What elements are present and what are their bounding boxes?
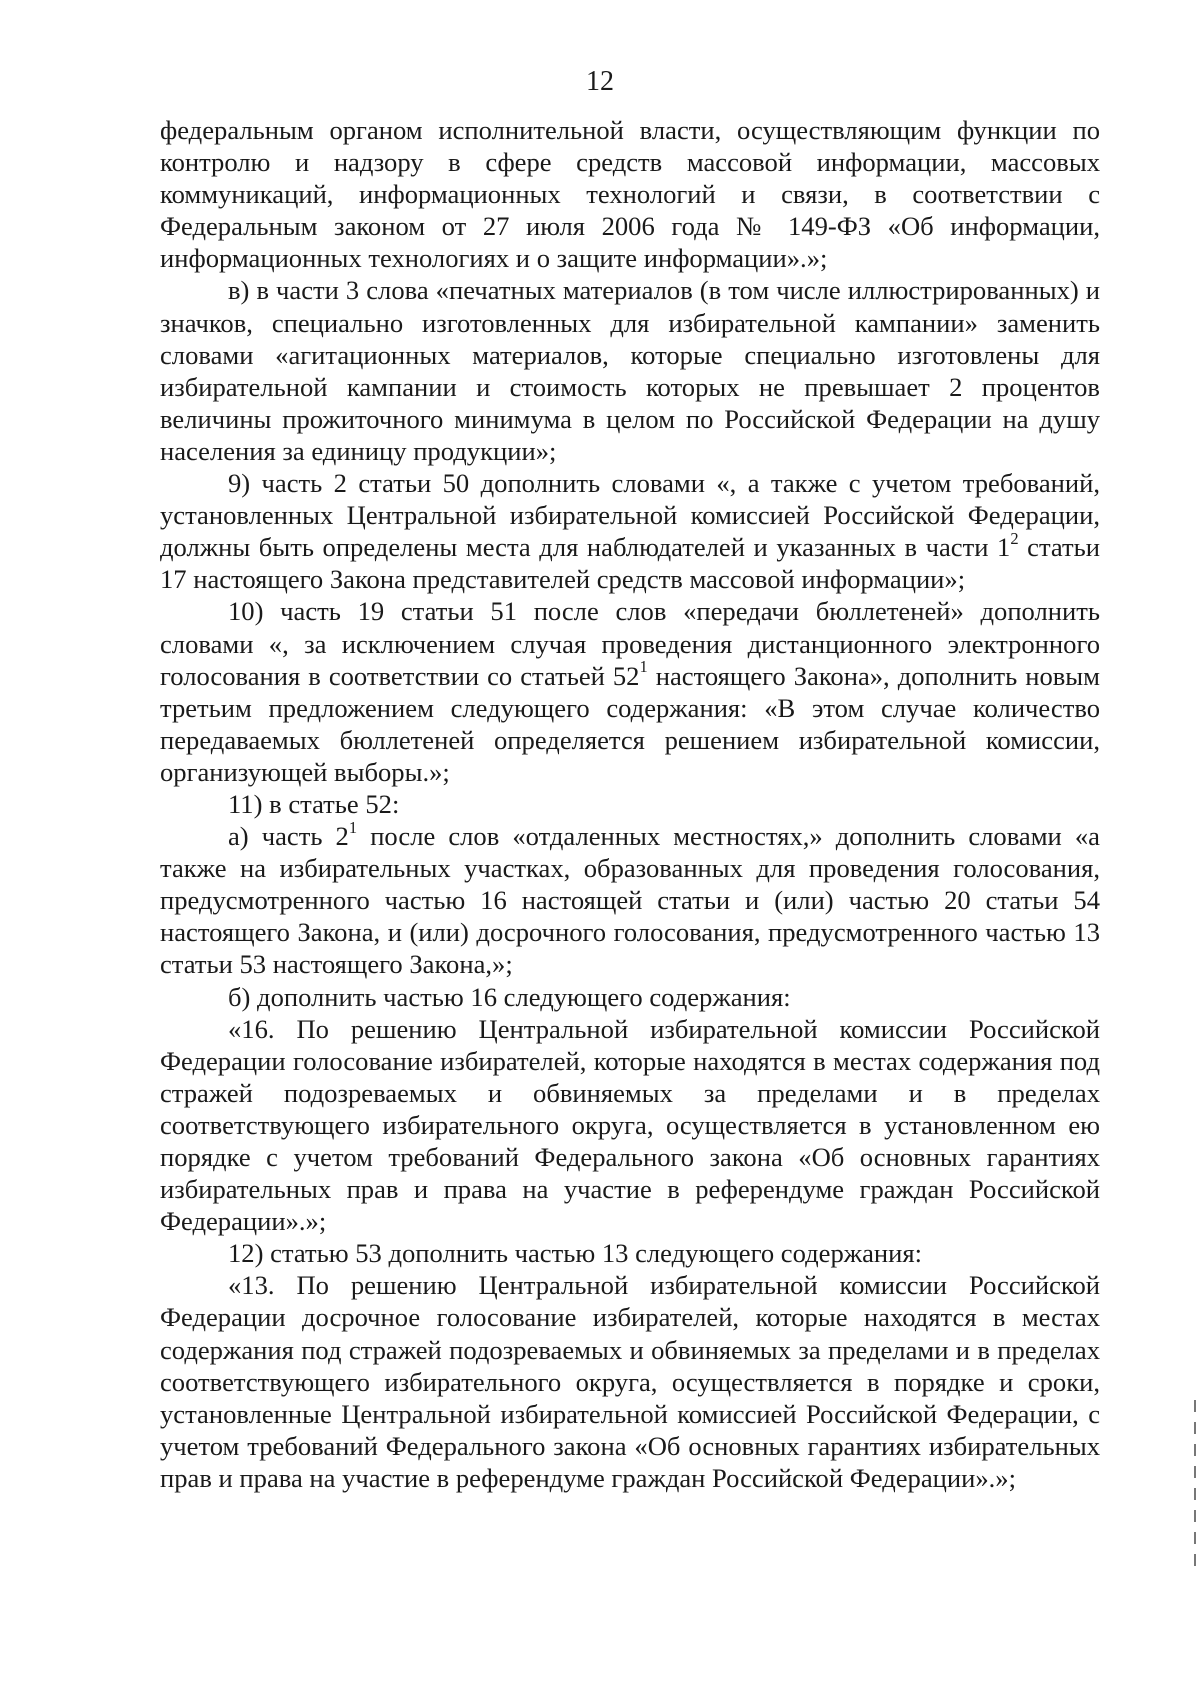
paragraph-4-text-a: 10) часть 19 статьи 51 после слов «передачи бюллетеней» дополнить словами «, за исключением случая проведения дистанционного электронного голосования в соответствии со статьей 52 bbox=[160, 596, 1100, 691]
paragraph-4-text-b: настоящего Закона», дополнить новым третьим предложением следующего содержания: «В этом случае количество передаваемых бюллетеней определяется решением избирательной комиссии, организующей выборы.»; bbox=[160, 660, 1101, 787]
paragraph-1: федеральным органом исполнительной власти, осуществляющим функции по контролю и надзору в сфере средств массовой информации, массовых коммуникаций, информационных технологий и связи, в соответствии с Федеральным законом от 27 июля 2006 года № 149-ФЗ «Об информации, информационных технологиях и о защите информации».»; bbox=[160, 115, 1100, 274]
paragraph-9: 12) статью 53 дополнить частью 13 следующего содержания: bbox=[228, 1238, 923, 1269]
paragraph-3-superscript: 2 bbox=[1010, 528, 1019, 548]
paragraph-6 bbox=[160, 817, 1100, 980]
paragraph-3 bbox=[160, 467, 1100, 595]
paragraph-10: «13. По решению Центральной избирательной комиссии Российской Федерации досрочное голосование избирателей, которые находятся в местах содержания под стражей подозреваемых и обвиняемых за пределами и в пределах соответствующего избирательного округа, осуществляется в порядке и сроки, установленные Центральной избирательной комиссией Российской Федерации, с учетом требований Федерального закона «Об основных гарантиях избирательных прав и права на участие в референдуме граждан Российской Федерации».»; bbox=[160, 1270, 1100, 1493]
scan-edge-mark bbox=[1194, 1400, 1196, 1570]
paragraph-3-text-a: 9) часть 2 статьи 50 дополнить словами «, а также с учетом требований, установленных Центральной избирательной комиссией Российской Федерации, должны быть определены места для наблюдателей и указанных в части 1 bbox=[160, 468, 1100, 563]
paragraph-6-superscript: 1 bbox=[348, 817, 358, 837]
paragraph-4-superscript: 1 bbox=[639, 657, 648, 677]
paragraph-7: б) дополнить частью 16 следующего содержания: bbox=[228, 981, 791, 1012]
paragraph-8: «16. По решению Центральной избирательной комиссии Российской Федерации голосование избирателей, которые находятся в местах содержания под стражей подозреваемых и обвиняемых за пределами и в пределах соответствующего избирательного округа, осуществляется в установленном ею порядке с учетом требований Федерального закона «Об основных гарантиях избирательных прав и права на участие в референдуме граждан Российской Федерации».»; bbox=[160, 1013, 1100, 1237]
paragraph-3-text-b: статьи 17 настоящего Закона представителей средств массовой информации»; bbox=[160, 532, 1100, 595]
paragraph-6-text-a: а) часть 2 bbox=[228, 821, 349, 852]
paragraph-5: 11) в статье 52: bbox=[228, 788, 400, 819]
paragraph-6-text-b: после слов «отдаленных местностях,» дополнить словами «а также на избирательных участках, образованных для проведения голосования, предусмотренного частью 16 настоящей статьи и (или) частью 20 статьи 54 настоящего Закона, и (или) досрочного голосования, предусмотренного частью 13 статьи 53 настоящего Закона,»; bbox=[160, 821, 1100, 980]
paragraph-2: в) в части 3 слова «печатных материалов (в том числе иллюстрированных) и значков, специально изготовленных для избирательной кампании» заменить словами «агитационных материалов, которые специально изготовлены для избирательной кампании и стоимость которых не превышает 2 процентов величины прожиточного минимума в целом по Российской Федерации на душу населения за единицу продукции»; bbox=[160, 275, 1100, 466]
paragraph-4 bbox=[160, 595, 1100, 788]
page-number: 12 bbox=[586, 66, 614, 97]
document-body bbox=[160, 114, 1100, 1494]
